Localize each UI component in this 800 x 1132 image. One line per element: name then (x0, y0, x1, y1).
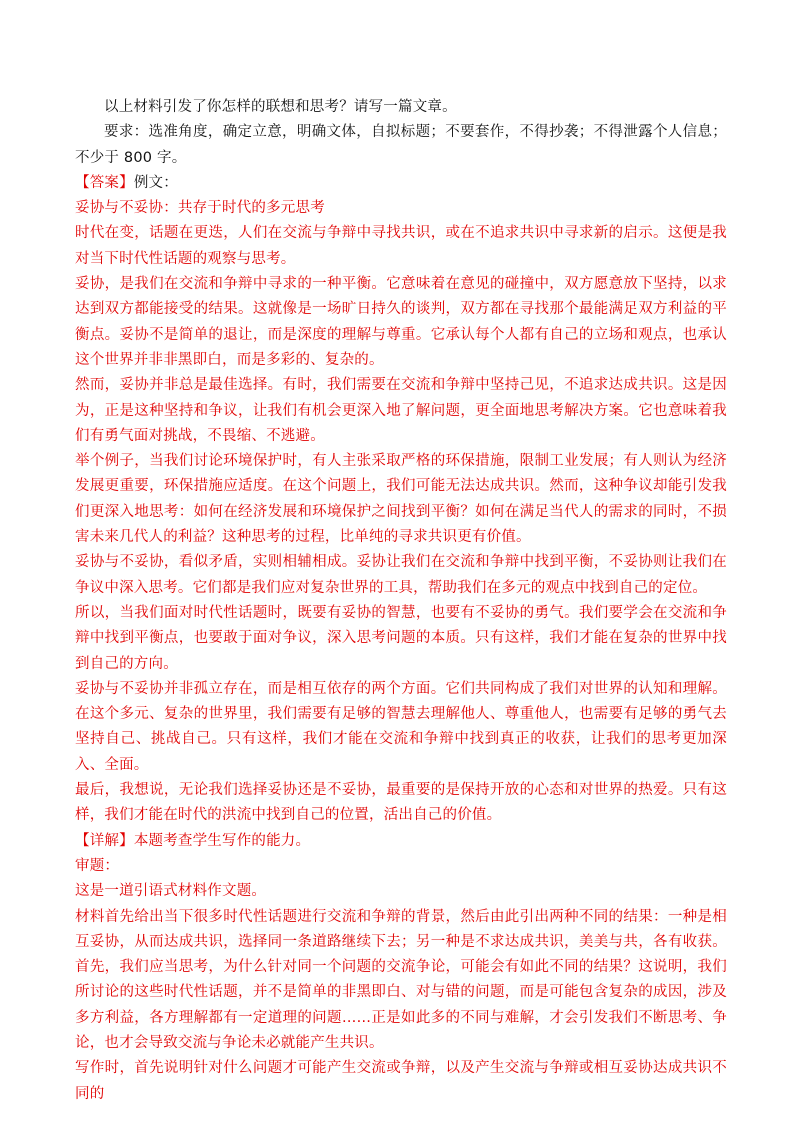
essay-paragraph: 举个例子，当我们讨论环境保护时，有人主张采取严格的环保措施，限制工业发展；有人则认为经济发展更重要，环保措施应适度。在这个问题上，我们可能无法达成共识。然而，这种争议却能引发我们更深入地思考：如何在经济发展和环境保护之间找到平衡？如何在满足当代人的需求的同时，不损害未来几代人的利益？这种思考的过程，比单纯的寻求共识更有价值。 (75, 453, 727, 546)
analysis-tag: 【详解】 (75, 832, 134, 849)
essay-paragraph: 妥协与不妥协并非孤立存在，而是相互依存的两个方面。它们共同构成了我们对世界的认知和理解。在这个多元、复杂的世界里，我们需要有足够的智慧去理解他人、尊重他人，也需要有足够的勇气去坚持自己、挑战自己。只有这样，我们才能在交流和争辩中找到真正的收获，让我们的思考更加深入、全面。 (75, 680, 727, 773)
essay-paragraph: 妥协，是我们在交流和争辩中寻求的一种平衡。它意味着在意见的碰撞中，双方愿意放下坚持，以求达到双方都能接受的结果。这就像是一场旷日持久的谈判，双方都在寻找那个最能满足双方利益的平衡点。妥协不是简单的退让，而是深度的理解与尊重。它承认每个人都有自己的立场和观点，也承认这个世界并非非黑即白，而是多彩的、复杂的。 (75, 276, 727, 368)
essay-paragraph: 然而，妥协并非总是最佳选择。有时，我们需要在交流和争辩中坚持己见，不追求达成共识。这是因为，正是这种坚持和争议，让我们有机会更深入地了解问题，更全面地思考解决方案。它也意味着我们有勇气面对挑战，不畏缩、不逃避。 (75, 377, 727, 444)
essay-paragraph: 最后，我想说，无论我们选择妥协还是不妥协，最重要的是保持开放的心态和对世界的热爱。只有这样，我们才能在时代的洪流中找到自己的位置，活出自己的价值。 (75, 782, 727, 824)
answer-tag: 【答案】 (75, 174, 134, 191)
essay-paragraph: 时代在变，话题在更迭，人们在交流与争辩中寻找共识，或在不追求共识中寻求新的启示。这便是我对当下时代性话题的观察与思考。 (75, 225, 727, 267)
analysis-paragraph: 这是一道引语式材料作文题。 (75, 883, 267, 900)
essay-title: 妥协与不妥协：共存于时代的多元思考 (75, 200, 325, 217)
answer-header (75, 171, 727, 196)
analysis-paragraph: 写作时，首先说明针对什么问题才可能产生交流或争辩，以及产生交流与争辩或相互妥协达成共识不同的 (75, 1060, 727, 1102)
answer-tag-suffix: 例文： (133, 174, 178, 191)
analysis-header (75, 829, 727, 854)
essay-paragraph: 所以，当我们面对时代性话题时，既要有妥协的智慧，也要有不妥协的勇气。我们要学会在交流和争辩中找到平衡点，也要敢于面对争议，深入思考问题的本质。只有这样，我们才能在复杂的世界中找到自己的方向。 (75, 604, 727, 672)
question-requirements: 要求：选准角度，确定立意，明确文体，自拟标题；不要套作，不得抄袭；不得泄露个人信息；不少于 800 字。 (75, 124, 727, 166)
question-prompt: 以上材料引发了你怎样的联想和思考？请写一篇文章。 (104, 99, 457, 115)
document-content (75, 95, 727, 1107)
essay-paragraph: 妥协与不妥协，看似矛盾，实则相辅相成。妥协让我们在交流和争辩中找到平衡，不妥协则让我们在争议中深入思考。它们都是我们应对复杂世界的工具，帮助我们在多元的观点中找到自己的定位。 (75, 554, 727, 596)
analysis-tag-suffix: 本题考查学生写作的能力。 (133, 832, 311, 849)
analysis-heading: 审题： (75, 857, 120, 874)
analysis-paragraph: 材料首先给出当下很多时代性话题进行交流和争辩的背景，然后由此引出两种不同的结果：一种是相互妥协，从而达成共识，选择同一条道路继续下去；另一种是不求达成共识，美美与共，各有收获。首先，我们应当思考，为什么针对同一个问题的交流争论，可能会有如此不同的结果？这说明，我们所讨论的这些时代性话题，并不是简单的非黑即白、对与错的问题，而是可能包含复杂的成因，涉及多方利益，各方理解都有一定道理的问题……正是如此多的不同与难解，才会引发我们不断思考、争论，也才会导致交流与争论未必就能产生共识。 (75, 908, 727, 1051)
